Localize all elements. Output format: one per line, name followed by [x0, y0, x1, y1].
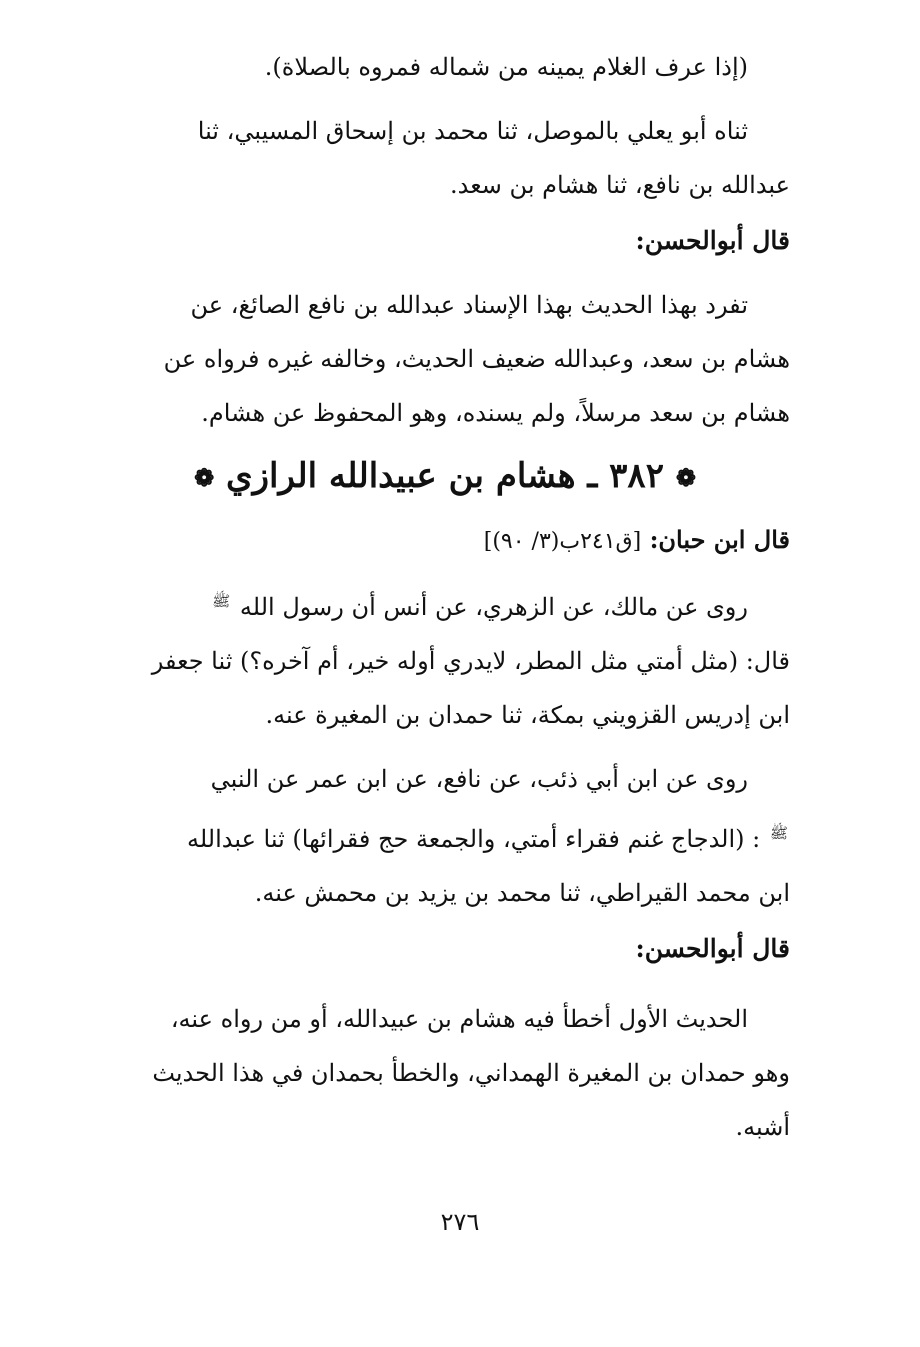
- source-reference: [ق٢٤١ب(٣/ ٩٠)]: [483, 529, 642, 554]
- text-line-part: : (الدجاج غنم فقراء أمتي، والجمعة حج فقرائها) ثنا عبدالله: [186, 825, 761, 853]
- text-line-part: روى عن مالك، عن الزهري، عن أنس أن رسول الله: [239, 593, 748, 621]
- section-heading: قال أبوالحسن:: [635, 934, 790, 963]
- text-line: قال: (مثل أمتي مثل المطر، لايدري أوله خير، أم آخره؟) ثنا جعفر: [151, 647, 790, 675]
- source-line: [100, 516, 790, 566]
- text-line: هشام بن سعد مرسلاً، ولم يسنده، وهو المحفوظ عن هشام.: [201, 399, 790, 427]
- isnad-paragraph: [100, 104, 790, 212]
- text-line: عبدالله بن نافع، ثنا هشام بن سعد.: [450, 171, 790, 199]
- page-content: [100, 40, 790, 1158]
- text-line: أشبه.: [735, 1113, 790, 1141]
- comment-paragraph: [100, 992, 790, 1154]
- text-line: ابن محمد القيراطي، ثنا محمد بن يزيد بن محمش عنه.: [254, 879, 790, 907]
- text-line: روى عن ابن أبي ذئب، عن نافع، عن ابن عمر عن النبي: [210, 765, 748, 793]
- text-line: الحديث الأول أخطأ فيه هشام بن عبيدالله، أو من رواه عنه،: [170, 1005, 748, 1033]
- entry-title-text: ٣٨٢ ـ هشام بن عبيدالله الرازي: [226, 456, 664, 496]
- ornament-left-icon: ❁: [194, 463, 215, 492]
- text-line: هشام بن سعد، وعبدالله ضعيف الحديث، وخالفه غيره فرواه عن: [163, 345, 790, 373]
- source-label: قال ابن حبان:: [649, 525, 790, 554]
- comment-paragraph: [100, 278, 790, 440]
- entry-title: [100, 444, 790, 510]
- text-line: [100, 574, 790, 634]
- hadith-paragraph-1: [100, 574, 790, 742]
- quote-line: (إذا عرف الغلام يمينه من شماله فمروه بالصلاة).: [264, 53, 748, 81]
- salutation-glyph: ﷺ: [769, 824, 788, 842]
- text-line: وهو حمدان بن المغيرة الهمداني، والخطأ بحمدان في هذا الحديث: [152, 1059, 790, 1087]
- text-line: ابن إدريس القزويني بمكة، ثنا حمدان بن المغيرة عنه.: [265, 701, 790, 729]
- text-line: ثناه أبو يعلي بالموصل، ثنا محمد بن إسحاق المسيبي، ثنا: [197, 117, 748, 145]
- page-number: ٢٧٦: [440, 1208, 480, 1236]
- hadith-paragraph-2: [100, 752, 790, 920]
- quote-paragraph: [100, 40, 790, 94]
- section-heading: قال أبوالحسن:: [635, 226, 790, 255]
- text-line: [100, 806, 790, 866]
- text-line: تفرد بهذا الحديث بهذا الإسناد عبدالله بن نافع الصائغ، عن: [190, 291, 748, 319]
- ornament-right-icon: ❁: [675, 463, 696, 492]
- salutation-glyph: ﷺ: [212, 592, 231, 610]
